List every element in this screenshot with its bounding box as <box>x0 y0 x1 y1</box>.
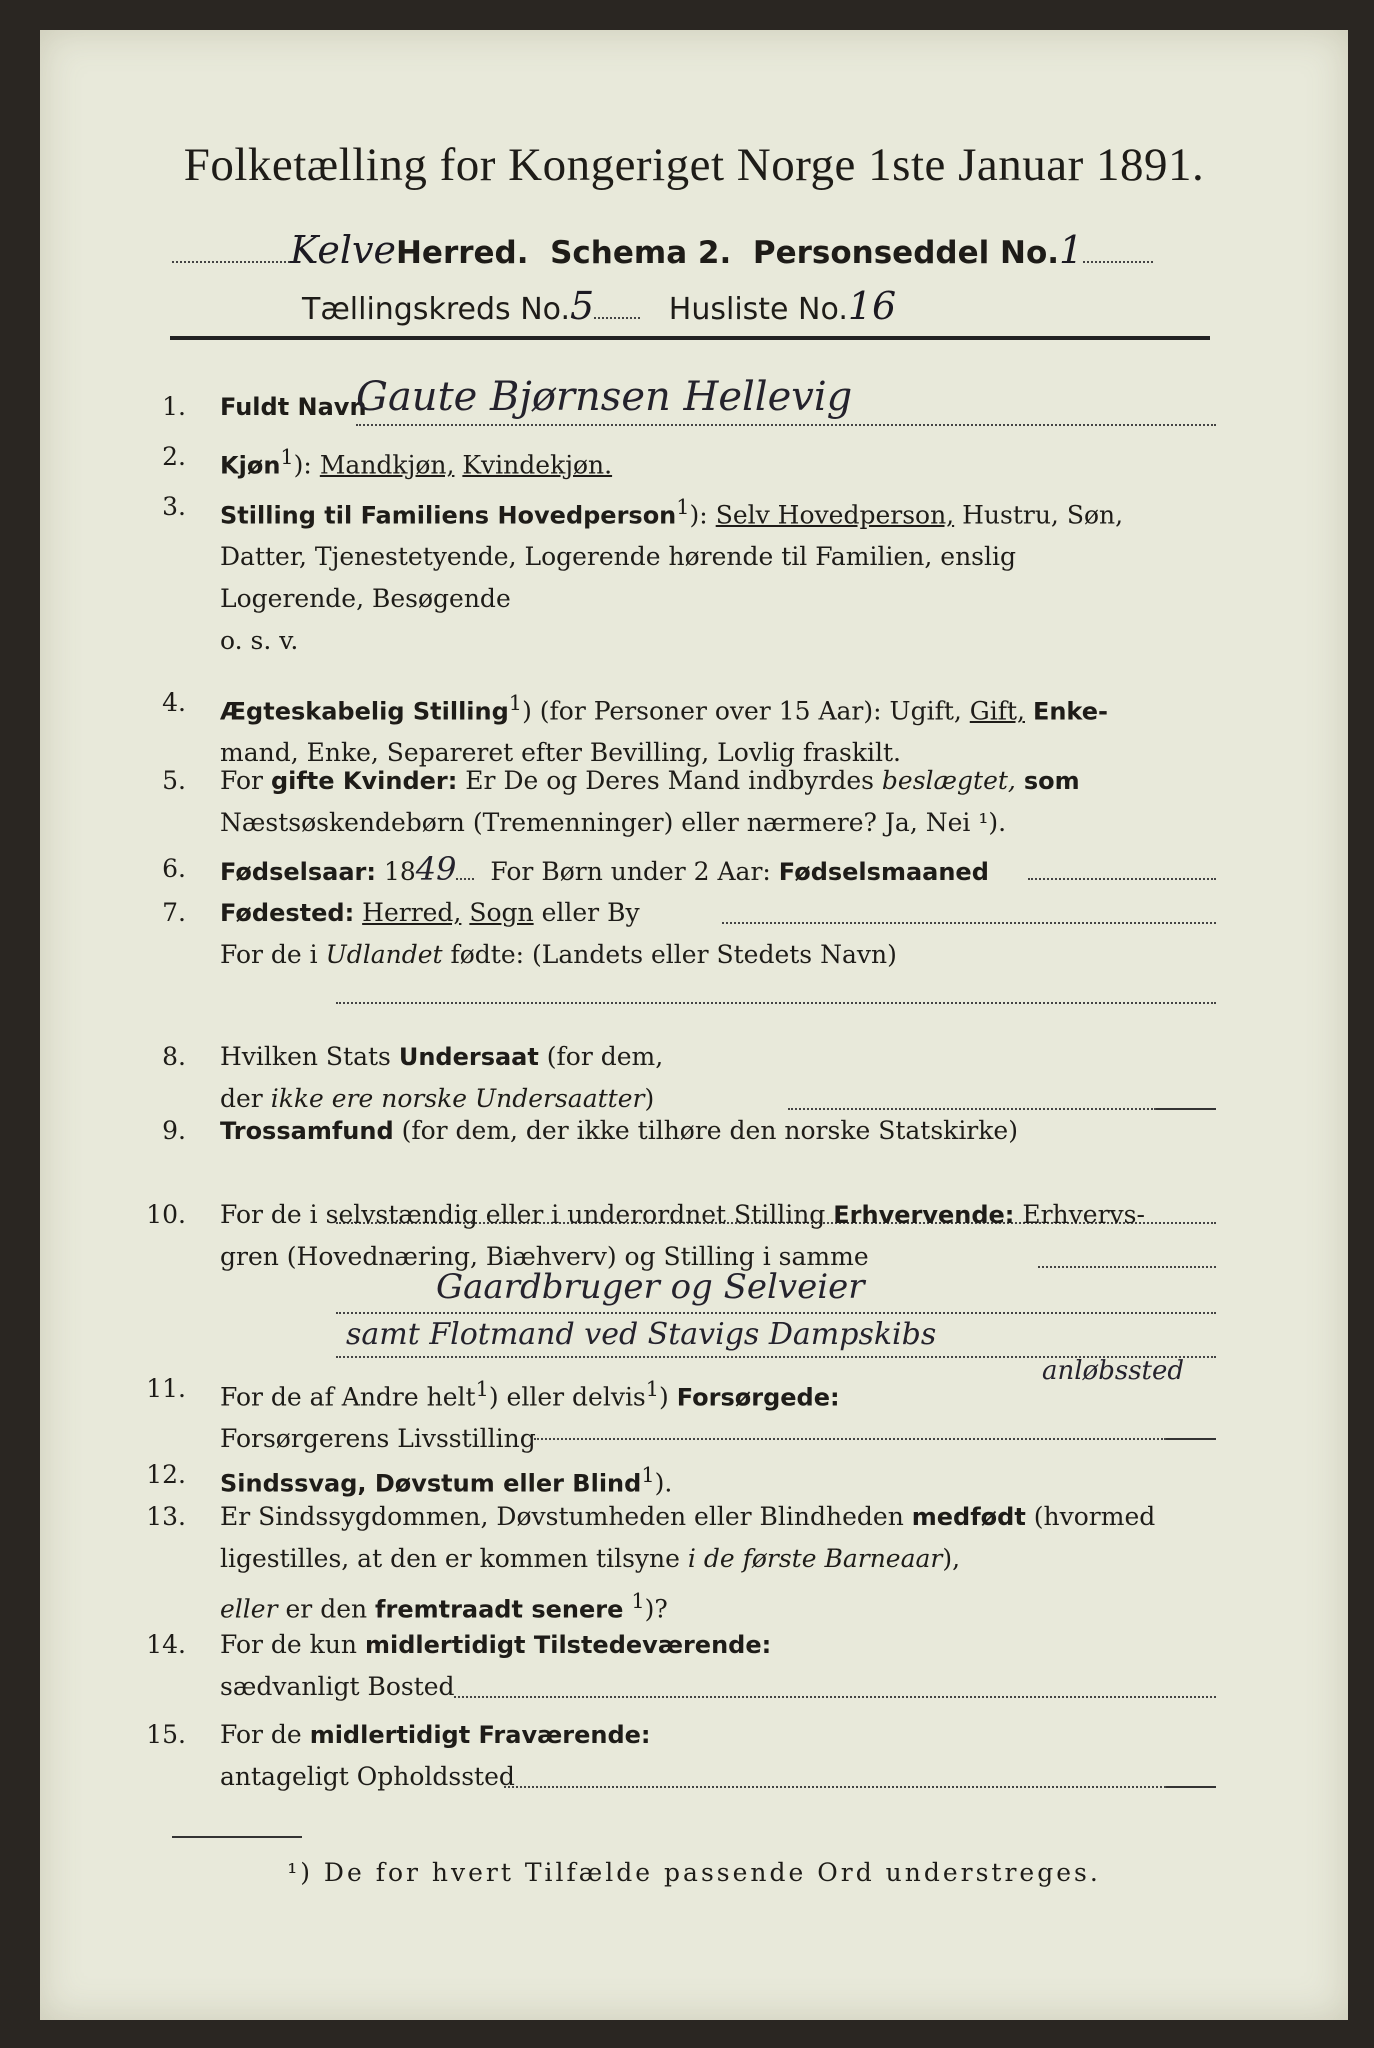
option-mandkjon: Mandkjøn, <box>319 450 455 480</box>
item-label: Fødested: <box>220 899 355 927</box>
form-title: Folketælling for Kongeriget Norge 1ste Januar 1891. <box>183 139 1205 191</box>
item-text: Datter, Tjenestetyende, Logerende hørende til Familien, enslig <box>220 542 1017 572</box>
footnote-mark: 1 <box>631 1589 645 1613</box>
item-text: For <box>220 766 263 795</box>
item-number: 2. <box>162 442 186 471</box>
item-label: Undersaat <box>398 1043 539 1071</box>
item-label: Stilling til Familiens Hovedperson <box>220 501 677 530</box>
husliste-label: Husliste No. <box>668 292 848 327</box>
item-label: midlertidigt Fraværende: <box>309 1721 651 1749</box>
header-rule <box>170 336 1210 340</box>
item-4 <box>136 682 1216 772</box>
birth-month-line <box>1028 878 1216 880</box>
item-text: Udlandet <box>325 940 443 969</box>
item-text: Hustru, Søn, <box>962 500 1124 530</box>
item-number: 4. <box>162 688 186 717</box>
item-text: Hvilken Stats <box>220 1042 391 1071</box>
item-text: Logerende, Besøgende <box>220 584 511 614</box>
personseddel-label: Personseddel No. <box>752 235 1060 271</box>
item-number: 3. <box>162 492 186 521</box>
item-text: Erhvervs- <box>1022 1200 1145 1229</box>
item-5 <box>136 760 1216 850</box>
birthplace-line <box>722 922 1216 924</box>
item-text: (for dem, <box>546 1042 664 1071</box>
occupation-value-1: Gaardbruger og Selveier <box>436 1267 865 1307</box>
footnote-mark: 1 <box>475 1377 489 1401</box>
schema-label: Schema 2. <box>550 235 732 271</box>
item-text: ). <box>654 1468 673 1498</box>
item-text: ikke ere norske Undersaatter <box>270 1084 645 1113</box>
item-number: 11. <box>146 1374 186 1403</box>
item-label: Kjøn <box>220 451 281 480</box>
item-label: Trossamfund <box>220 1117 394 1145</box>
item-text: Er Sindssygdommen, Døvstumheden eller Blindheden <box>220 1502 904 1531</box>
item-text: sædvanligt Bosted <box>220 1672 455 1701</box>
item-number: 9. <box>162 1116 186 1145</box>
option-kvindekjon: Kvindekjøn. <box>462 450 613 480</box>
footnote: ¹) De for hvert Tilfælde passende Ord understreges. <box>287 1858 1101 1887</box>
item-number: 5. <box>162 766 186 795</box>
item-text: ): <box>293 450 312 480</box>
item-number: 14. <box>146 1630 186 1659</box>
item-label: Fødselsaar: <box>220 858 376 886</box>
item-text: i de første Barneaar <box>687 1544 943 1573</box>
item-number: 8. <box>162 1042 186 1071</box>
item-11: 11. For de af Andre helt$^1$) eller delvis$^1$) Forsørgede: Forsørgerens Livsstilling <box>136 1368 1216 1458</box>
opholdssted-line-end <box>1166 1786 1216 1788</box>
item-label: Ægteskabelig Stilling <box>220 697 509 726</box>
occupation-line-1 <box>1038 1266 1216 1268</box>
kreds-line <box>302 284 896 328</box>
item-text: ligestilles, at den er kommen tilsyne <box>220 1544 680 1573</box>
personseddel-value: 1 <box>1059 228 1084 272</box>
item-1 <box>136 374 1216 434</box>
option-sogn: Sogn <box>469 898 534 927</box>
footnote-mark: 1 <box>645 1377 660 1401</box>
item-text: eller <box>220 1594 278 1624</box>
item-text: der <box>220 1084 263 1113</box>
item-number: 13. <box>146 1502 186 1531</box>
item-number: 7. <box>162 898 186 927</box>
item-number: 6. <box>162 854 186 883</box>
item-text: beslægtet, <box>881 766 1016 795</box>
footnote-rule <box>172 1836 302 1838</box>
opholdssted-line <box>504 1786 1166 1788</box>
item-label: Sindssvag, Døvstum eller Blind <box>220 1469 642 1498</box>
item-number: 1. <box>162 392 186 421</box>
item-text: (hvormed <box>1033 1502 1156 1531</box>
item-text: ): <box>689 500 708 530</box>
option-selv-hovedperson: Selv Hovedperson, <box>715 500 955 530</box>
item-text: ) <box>644 1084 655 1113</box>
foreign-birthplace-line <box>336 1002 1216 1004</box>
option-gift: Gift, <box>969 696 1025 726</box>
item-text: fødte: (Landets eller Stedets Navn) <box>450 940 897 969</box>
item-label: midlertidigt Tilstedeværende: <box>364 1631 772 1659</box>
item-label: gifte Kvinder: <box>270 767 458 795</box>
item-label: Fuldt Navn <box>220 393 367 421</box>
footnote-mark: 1 <box>676 495 690 519</box>
name-value: Gaute Bjørnsen Hellevig <box>356 374 853 420</box>
item-text: mand, Enke, Separeret efter Bevilling, Lovlig fraskilt. <box>220 738 901 768</box>
item-text: (for dem, der ikke tilhøre den norske Statskirke) <box>401 1116 1018 1145</box>
item-text: eller By <box>541 898 640 927</box>
item-3 <box>136 492 1216 690</box>
item-label: fremtraadt senere <box>375 1595 624 1624</box>
occupation-value-3: anløbssted <box>1042 1356 1185 1386</box>
item-text: Forsørgerens Livsstilling <box>220 1424 536 1454</box>
footnote-mark: 1 <box>280 445 294 469</box>
item-10 <box>136 1194 1216 1384</box>
kreds-label: Tællingskreds No. <box>302 292 570 327</box>
name-line <box>356 424 1216 426</box>
item-label: Fødselsmaaned <box>778 858 989 886</box>
item-text: ), <box>942 1544 961 1573</box>
bosted-line <box>454 1696 1216 1698</box>
item-label: Erhvervende: <box>833 1201 1015 1229</box>
item-label: medfødt <box>911 1503 1026 1531</box>
kreds-value: 5 <box>570 284 595 328</box>
birth-year-value: 49 <box>415 850 457 888</box>
item-label: Forsørgede: <box>676 1383 840 1412</box>
item-number: 15. <box>146 1720 186 1749</box>
item-text: ) eller delvis <box>488 1382 646 1412</box>
herred-label: Herred. <box>395 235 529 271</box>
forsorger-line-end <box>1166 1438 1216 1440</box>
item-7 <box>136 892 1216 1012</box>
year-prefix: 18 <box>383 857 416 886</box>
item-text: o. s. v. <box>220 626 299 656</box>
occupation-value-2: samt Flotmand ved Stavigs Dampskibs <box>346 1317 937 1352</box>
option-herred: Herred, <box>362 898 462 927</box>
item-text: er den <box>285 1594 368 1624</box>
item-text: For de af Andre helt <box>220 1382 476 1412</box>
husliste-value: 16 <box>847 284 897 328</box>
item-text: Enke- <box>1032 697 1108 726</box>
item-text: For de <box>220 1720 302 1749</box>
footnote-mark: 1 <box>508 691 523 715</box>
item-text: Er De og Deres Mand indbyrdes <box>465 766 874 795</box>
item-number: 12. <box>146 1460 186 1489</box>
item-text: For Børn under 2 Aar: <box>490 857 771 886</box>
herred-line <box>172 228 1214 272</box>
herred-value: Kelve <box>290 228 396 272</box>
item-text: For de i <box>220 940 318 969</box>
census-form <box>40 30 1348 2020</box>
item-15 <box>136 1714 1216 1804</box>
item-text: )? <box>644 1594 668 1624</box>
item-text: Næstsøskendebørn (Tremenninger) eller nærmere? Ja, Nei ¹). <box>220 808 1007 837</box>
forsorger-line <box>534 1438 1166 1440</box>
item-text: som <box>1023 767 1080 795</box>
item-text: For de kun <box>220 1630 358 1659</box>
item-13 <box>136 1496 1216 1626</box>
item-text: ) (for Personer over 15 Aar): Ugift, <box>522 696 962 726</box>
item-9 <box>136 1110 1216 1200</box>
item-text: For de i selvstændig eller i underordnet Stilling <box>220 1200 826 1229</box>
item-number: 10. <box>146 1200 186 1229</box>
footnote-mark: 1 <box>641 1463 655 1487</box>
item-text: gren (Hovednæring, Biæhverv) og Stilling i samme <box>220 1242 869 1271</box>
item-text: antageligt Opholdssted <box>220 1762 515 1791</box>
item-14 <box>136 1624 1216 1714</box>
